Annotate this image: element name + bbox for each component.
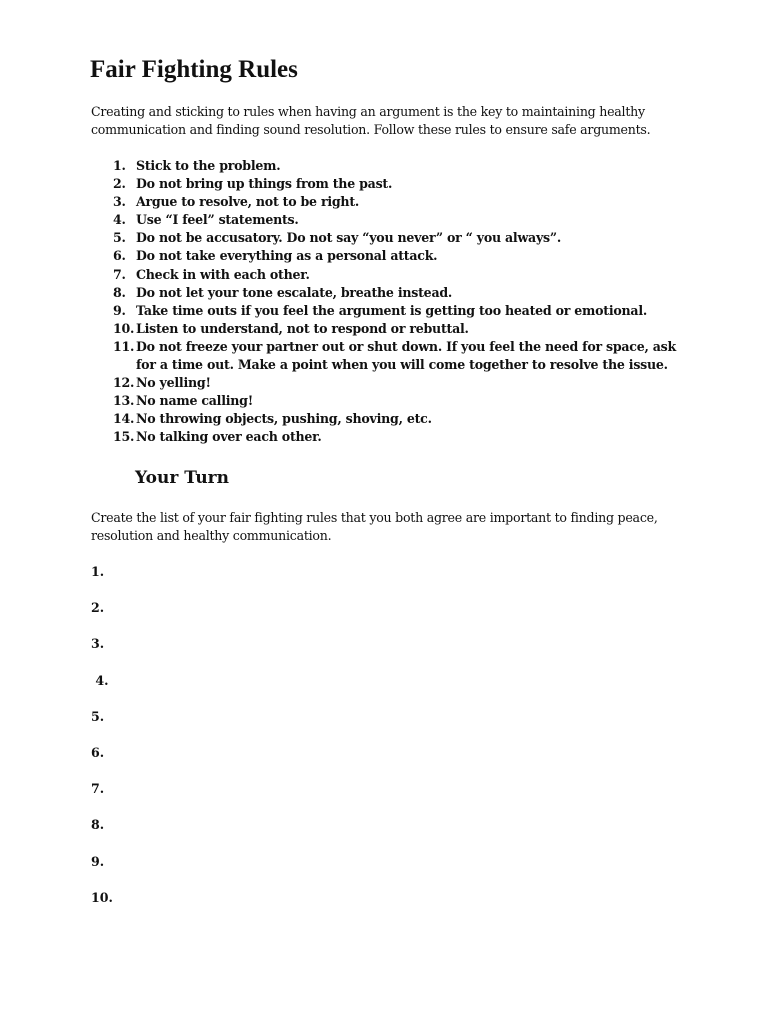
blank-rule-number: 10. [91,889,113,905]
rule-item [91,211,691,229]
rule-text [136,247,691,265]
rule-text-line: Take time outs if you feel the argument is getting too heated or emotional. [136,302,647,318]
rule-item [91,392,691,410]
rule-text [136,193,691,211]
rules-list [91,157,691,447]
rule-text-line: Do not bring up things from the past. [136,176,393,192]
rule-item [91,284,691,302]
rule-number: 11. [113,338,135,354]
blank-rule-number: 3. [91,636,105,652]
rule-number: 13. [113,393,135,409]
rule-number: 1. [113,158,126,173]
rule-text-line: Listen to understand, not to respond or rebuttal. [136,320,469,336]
blank-rule-number: 6. [91,745,105,760]
rule-text-line: for a time out. Make a point when you will come together to resolve the issue. [136,357,668,373]
rule-number: 5. [113,230,126,246]
rule-text [136,157,691,175]
rule-text-line: No talking over each other. [136,429,322,445]
rule-text [136,392,691,410]
your-turn-intro [91,509,691,545]
rule-number: 8. [113,284,126,300]
rule-item [91,193,691,211]
intro-paragraph [91,103,691,139]
rule-item [91,320,691,338]
rule-item [91,266,691,284]
rule-item [91,229,691,247]
your-turn-heading: Your Turn [135,468,229,488]
blank-rule-number: 8. [91,817,105,833]
rule-text-line: Do not let your tone escalate, breathe instead. [136,284,453,300]
rule-text [136,284,691,302]
rule-text [136,320,691,338]
rule-item [91,157,691,175]
blank-rule-number: 2. [91,600,105,616]
rule-number: 15. [113,429,135,445]
rule-text-line: No throwing objects, pushing, shoving, etc. [136,411,432,427]
rule-text [136,175,691,193]
rule-text [136,410,691,428]
rule-item [91,247,691,265]
rule-number: 7. [113,266,126,282]
rule-text-line: Argue to resolve, not to be right. [136,194,360,210]
rule-text-line: Use “I feel” statements. [136,212,299,228]
rule-text-line: No yelling! [136,375,211,391]
your-turn-intro-line: resolution and healthy communication. [91,528,332,543]
rule-text-line: Do not take everything as a personal attack. [136,248,438,264]
blank-rule-number: 9. [91,853,105,869]
rule-number: 6. [113,248,126,264]
rule-text-line: No name calling! [136,393,254,409]
rule-text-line: Do not freeze your partner out or shut down. If you feel the need for space, ask [136,338,676,354]
blank-rule-number: 5. [91,708,105,724]
rule-item [91,410,691,428]
rule-text [136,428,691,446]
blank-rule-number: 4. [91,672,109,688]
blank-rule-number: 1. [91,564,105,579]
rule-number: 14. [113,411,135,427]
intro-line: communication and finding sound resolution. Follow these rules to ensure safe arguments. [91,122,651,137]
rule-number: 9. [113,302,126,318]
rule-number: 2. [113,176,126,192]
rule-item [91,428,691,446]
rule-text [136,302,691,320]
rule-text-line: Stick to the problem. [136,158,281,173]
rule-item [91,338,691,374]
rule-text [136,211,691,229]
rule-text-line: Check in with each other. [136,266,310,282]
rule-text [136,229,691,247]
intro-line: Creating and sticking to rules when having an argument is the key to maintaining healthy [91,104,645,119]
rule-text-line: Do not be accusatory. Do not say “you never” or “ you always”. [136,230,561,246]
blank-rule-number: 7. [91,781,105,797]
rule-number: 10. [113,320,135,336]
rule-text [136,374,691,392]
rule-text [136,338,691,374]
rule-number: 3. [113,194,126,210]
rule-number: 12. [113,375,135,391]
rule-number: 4. [113,212,126,228]
rule-text [136,266,691,284]
rule-item [91,302,691,320]
rule-item [91,175,691,193]
rule-item [91,374,691,392]
page-title: Fair Fighting Rules [90,56,298,83]
your-turn-intro-line: Create the list of your fair fighting rules that you both agree are important to finding peace, [91,510,658,525]
